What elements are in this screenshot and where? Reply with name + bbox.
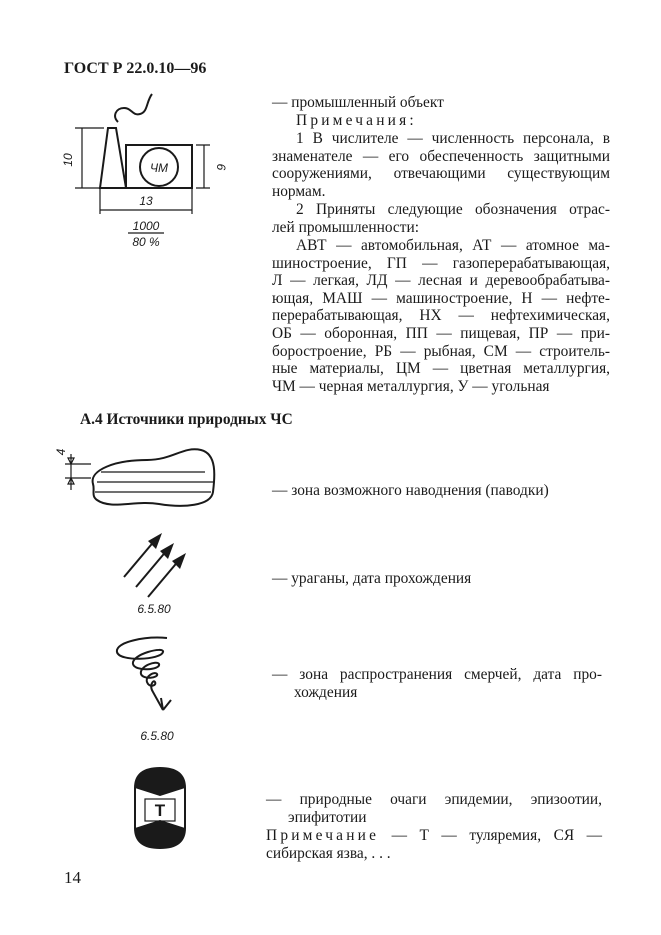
- hurricane-symbol: [110, 525, 200, 625]
- industrial-object-symbol: [60, 90, 230, 250]
- hurricane-date: 6.5.80: [137, 602, 171, 616]
- tornado-symbol: [105, 628, 215, 748]
- flood-dim-label: 4: [54, 448, 68, 456]
- industrial-caption: — промышленный объект: [272, 94, 444, 111]
- symbol-denominator: 80 %: [132, 235, 160, 249]
- epidemic-letter: Т: [154, 801, 166, 820]
- industry-abbreviations: АВТ — автомобильная, АТ — атомное ма- шиностроение, ГП — газоперерабатывающая, Л — легкая, ЛД — лесная и деревообрабатыва- ющая, МАШ — машиностроение, Н — нефте- перерабатывающая, НХ — нефтехимическая, ОБ — оборонная, ПП — пищевая, ПР — при- боростроение, РБ — рыбная, СМ — строитель- ные материалы, ЦМ — цветная металлургия, ЧМ — черная металлургия, У — угольная: [272, 237, 610, 395]
- tornado-caption: — зона распространения смерчей, дата про- хождения: [272, 666, 602, 701]
- epidemic-caption: — природные очаги эпидемии, эпизоотии, эпифитотии: [266, 791, 602, 826]
- note-2-intro: 2 Приняты следующие обозначения отрас- лей промышленности:: [272, 201, 610, 236]
- symbol-width-label: 13: [139, 194, 153, 208]
- symbol-right-height-label: 6: [214, 163, 228, 171]
- tornado-date: 6.5.80: [140, 729, 174, 743]
- section-title: А.4 Источники природных ЧС: [80, 411, 293, 428]
- symbol-circle-label: ЧМ: [149, 161, 169, 175]
- document-header: ГОСТ Р 22.0.10—96: [64, 60, 207, 77]
- flood-zone-symbol: [55, 440, 235, 520]
- epidemic-focus-symbol: [125, 762, 195, 858]
- symbol-numerator: 1000: [132, 219, 160, 233]
- flood-caption: — зона возможного наводнения (паводки): [272, 482, 549, 499]
- notes-title: Примечания:: [296, 112, 417, 129]
- note-1: 1 В числителе — численность персонала, в знаменателе — его обеспеченность защитными сооружениями, отвечающими существующим нормам.: [272, 130, 610, 200]
- hurricane-caption: — ураганы, дата прохождения: [272, 570, 472, 587]
- page-number: 14: [64, 868, 81, 887]
- epidemic-note: Примечание — Т — туляремия, СЯ — сибирская язва, . . .: [266, 827, 602, 862]
- symbol-height-label: 10: [61, 153, 75, 167]
